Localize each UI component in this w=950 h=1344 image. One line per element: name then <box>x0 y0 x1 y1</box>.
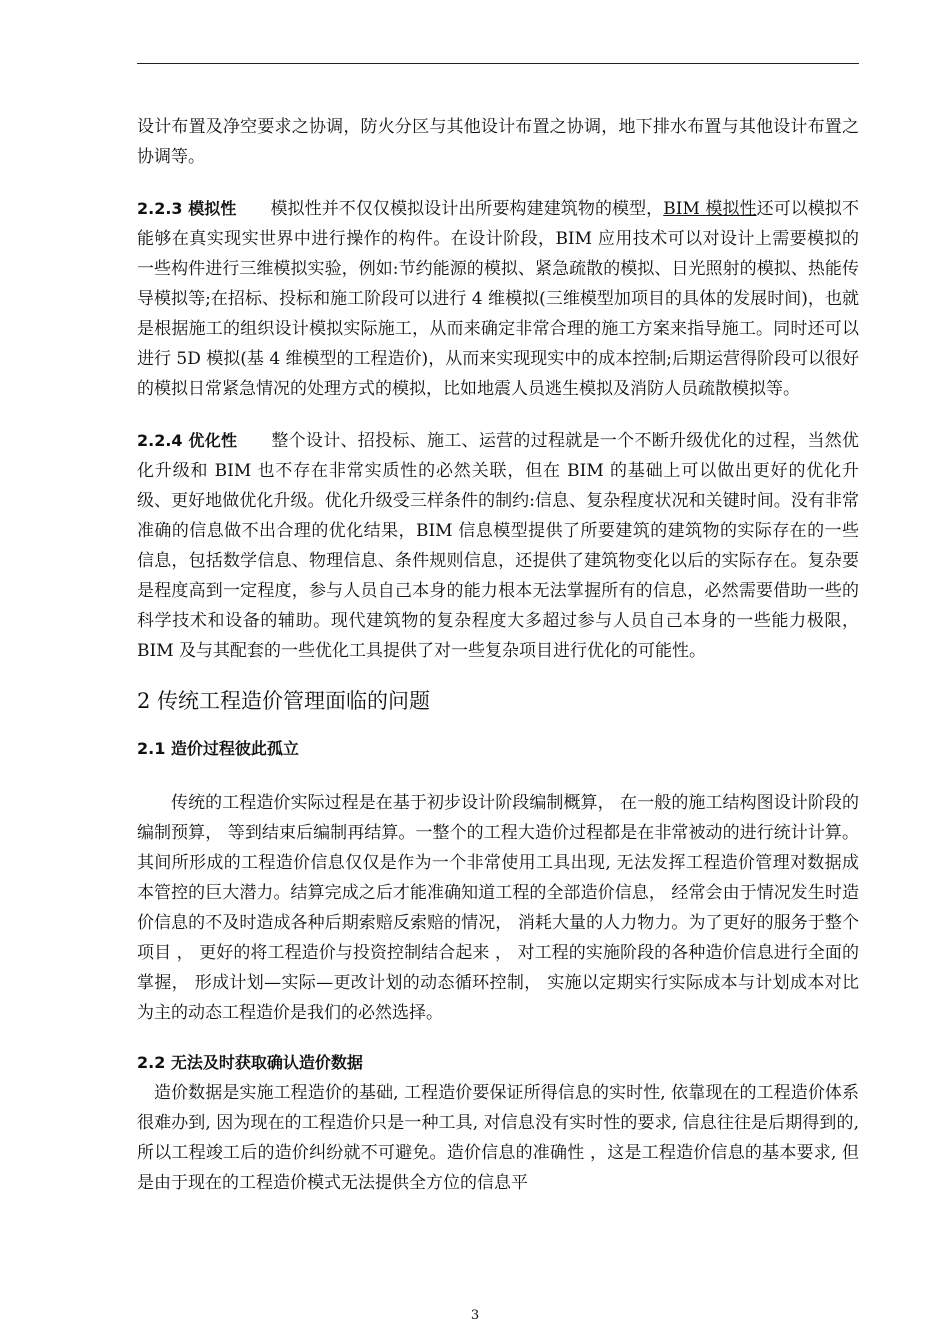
section-2-2-4-label: 2.2.4 优化性 <box>137 431 238 450</box>
section-2-1-text: 传统的工程造价实际过程是在基于初步设计阶段编制概算， 在一般的施工结构图设计阶段的编制预算， 等到结束后编制再结算。一整个的工程大造价过程都是在非常被动的进行统计计算。其间所形成的工程造价信息仅仅是作为一个非常使用工具出现, 无法发挥工程造价管理对数据成本管控的巨大潜力。结算完成之后才能准确知道工程的全部造价信息， 经常会由于情况发生时造价信息的不及时造成各种后期索赔反索赔的情况， 消耗大量的人力物力。为了更好的服务于整个项目 ， 更好的将工程造价与投资控制结合起来 ， 对工程的实施阶段的各种造价信息进行全面的掌握， 形成计划—实际—更改计划的动态循环控制， 实施以定期实行实际成本与计划成本对比为主的动态工程造价是我们的必然选择。 <box>137 793 859 1023</box>
page-number: 3 <box>470 1308 480 1323</box>
section-2-2-title: 2.2 无法及时获取确认造价数据 <box>137 1053 363 1072</box>
section-2-2-4-text: 整个设计、招投标、施工、运营的过程就是一个不断升级优化的过程，当然优化升级和 BIM 也不存在非常实质性的必然关联，但在 BIM 的基础上可以做出更好的优化升级、更好地做优化升级。优化升级受三样条件的制约:信息、复杂程度状况和关键时间。没有非常准确的信息做不出合理的优化结果，BIM 信息模型提供了所要建筑的建筑物的实际存在的一些信息，包括数学信息、物理信息、条件规则信息，还提供了建筑物变化以后的实际存在。复杂要是程度高到一定程度，参与人员自己本身的能力根本无法掌握所有的信息，必然需要借助一些的科学技术和设备的辅助。现代建筑物的复杂程度大多超过参与人员自己本身的一些能力极限，BIM 及与其配套的一些优化工具提供了对一些复杂项目进行优化的可能性。 <box>137 431 859 661</box>
section-2-2-3-label: 2.2.3 模拟性 <box>137 199 237 218</box>
section-2-1-title: 2.1 造价过程彼此孤立 <box>137 739 299 758</box>
chapter-2-title: 2 传统工程造价管理面临的问题 <box>137 689 431 713</box>
section-2-2-text: 造价数据是实施工程造价的基础, 工程造价要保证所得信息的实时性, 依靠现在的工程造价体系很难办到, 因为现在的工程造价只是一种工具, 对信息没有实时性的要求, 信息往往是后期得到的, 所以工程竣工后的造价纠纷就不可避免。造价信息的准确性 ，这是工程造价信息的基本要求, 但是由于现在的工程造价模式无法提供全方位的信息平 <box>137 1083 859 1193</box>
page-body <box>137 112 859 1198</box>
intro-paragraph-end: 设计布置及净空要求之协调，防火分区与其他设计布置之协调，地下排水布置与其他设计布置之协调等。 <box>137 117 859 167</box>
section-2-2-3-text-a: 模拟性并不仅仅模拟设计出所要构建建筑物的模型， <box>270 199 664 219</box>
bim-simulation-link[interactable]: BIM 模拟性 <box>663 199 757 219</box>
section-2-2-3-text-b: 还可以模拟不能够在真实现实世界中进行操作的构件。在设计阶段，BIM 应用技术可以对设计上需要模拟的一些构件进行三维模拟实验，例如:节约能源的模拟、紧急疏散的模拟、日光照射的模拟、热能传导模拟等;在招标、投标和施工阶段可以进行 4 维模拟(三维模型加项目的具体的发展时间)，也就是根据施工的组织设计模拟实际施工，从而来确定非常合理的施工方案来指导施工。同时还可以进行 5D 模拟(基 4 维模型的工程造价)，从而来实现现实中的成本控制;后期运营得阶段可以很好的模拟日常紧急情况的处理方式的模拟，比如地震人员逃生模拟及消防人员疏散模拟等。 <box>137 199 860 399</box>
section-2-2-3 <box>137 194 859 404</box>
section-2-2-4 <box>137 426 859 666</box>
header-rule <box>137 63 859 64</box>
